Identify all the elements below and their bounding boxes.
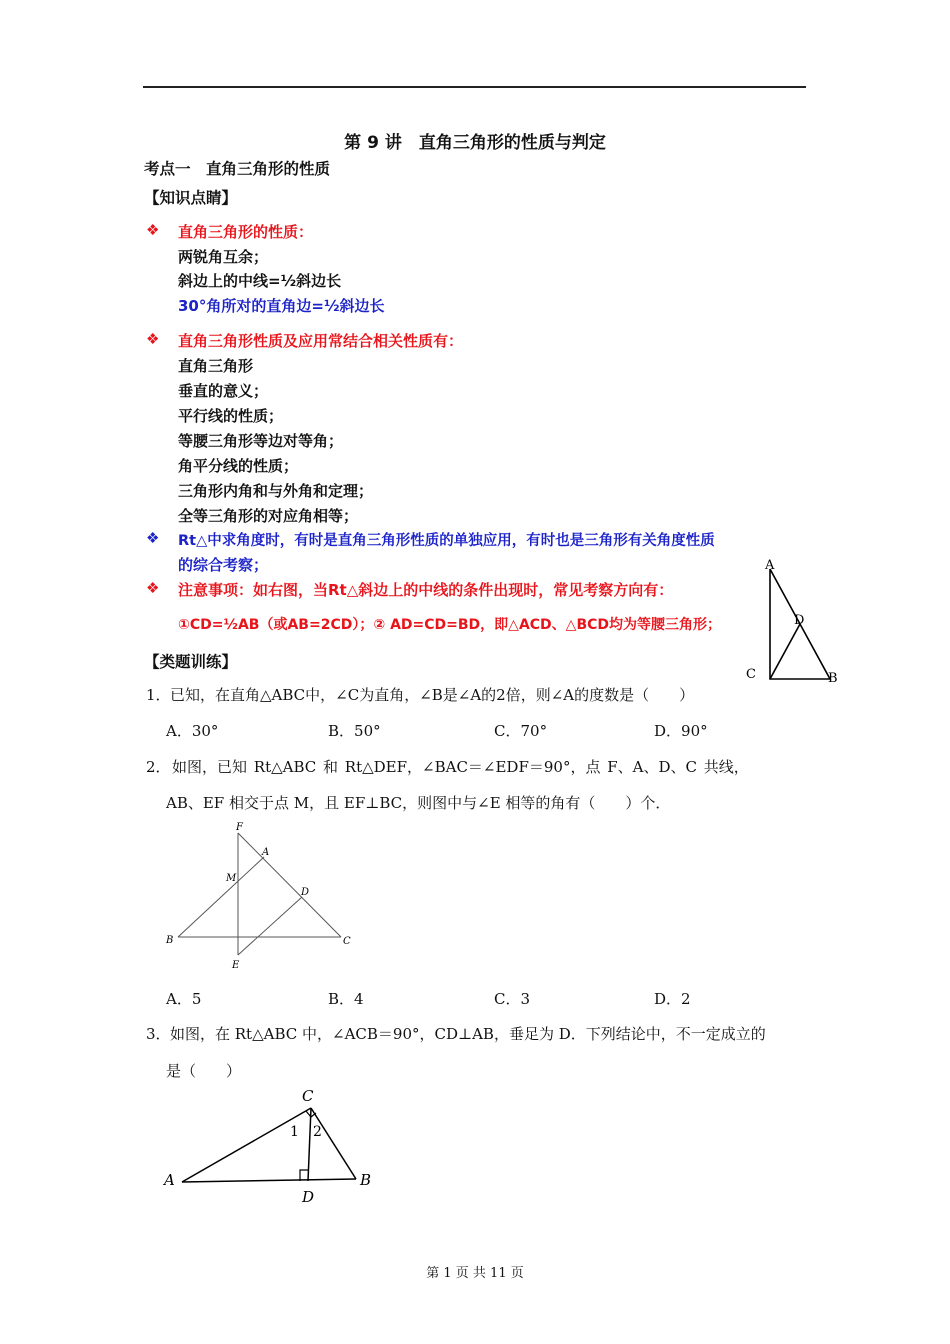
label-angle-1: 1 (290, 1124, 299, 1140)
bullet3-line: 的综合考察； (178, 556, 269, 574)
median-line (770, 624, 800, 679)
bullet2-heading: 直角三角形性质及应用常结合相关性质有： (178, 332, 464, 350)
segment-ab (182, 1179, 356, 1182)
section-heading: 考点一 直角三角形的性质 (144, 160, 331, 178)
label-a: A (164, 1171, 175, 1189)
question-number: 1． (146, 686, 171, 704)
bullet-icon: ❖ (146, 330, 160, 348)
question-text: AB、EF 相交于点 M，且 EF⊥BC，则图中与∠E 相等的角有（ ）个． (166, 794, 671, 812)
label-f: F (236, 822, 243, 833)
label-d: D (302, 1188, 315, 1206)
segment-cb (311, 1108, 356, 1179)
bullet4-line: ①CD=½AB（或AB=2CD）；② AD=CD=BD，即△ACD、△BCD均为等腰三角形； (178, 617, 722, 633)
option-a: A．5 (166, 990, 202, 1008)
bullet3-line: Rt△中求角度时，有时是直角三角形性质的单独应用，有时也是三角形有关角度性质 (178, 533, 715, 549)
label-angle-2: 2 (313, 1124, 322, 1140)
bullet1-line: 两锐角互余； (178, 248, 269, 266)
question-text: 是（ ） (166, 1062, 242, 1080)
label-b: B (166, 935, 174, 946)
option-c: C．70° (494, 722, 548, 740)
option-d: D．90° (654, 722, 708, 740)
bullet-icon: ❖ (146, 529, 160, 547)
label-e: E (232, 960, 240, 971)
bullet2-line: 垂直的意义； (178, 382, 269, 400)
bullet2-line: 等腰三角形等边对等角； (178, 432, 344, 450)
bullet2-line: 直角三角形 (178, 357, 254, 375)
label-b: B (828, 671, 838, 686)
option-c: C．3 (494, 990, 531, 1008)
label-d: D (301, 887, 310, 898)
page-footer: 第 1 页 共 11 页 (426, 1266, 524, 1281)
knowledge-heading: 【知识点睛】 (144, 189, 238, 207)
bullet2-line: 全等三角形的对应角相等； (178, 507, 359, 525)
option-b: B．50° (328, 722, 381, 740)
bullet2-line: 三角形内角和与外角和定理； (178, 482, 374, 500)
bullet1-blue-line: 30°角所对的直角边=½斜边长 (178, 297, 385, 315)
segment-ba (178, 857, 264, 937)
bullet-icon: ❖ (146, 579, 160, 597)
practice-heading: 【类题训练】 (144, 653, 238, 671)
question-text: 已知，在直角△ABC中，∠C为直角，∠B是∠A的2倍，则∠A的度数是（ ） (170, 686, 695, 704)
label-c: C (343, 936, 351, 947)
option-d: D．2 (654, 990, 691, 1008)
question-text: 如图，在 Rt△ABC 中，∠ACB＝90°，CD⊥AB，垂足为 D．下列结论中，不一定成立的 (170, 1025, 766, 1043)
question3-figure (160, 1082, 390, 1212)
page-title: 第 9 讲 直角三角形的性质与判定 (344, 133, 606, 153)
question-text: 如图，已知 Rt△ABC 和 Rt△DEF，∠BAC＝∠EDF＝90°，点 F、A、D、C 共线， (172, 758, 749, 776)
bullet1-heading: 直角三角形的性质： (178, 223, 314, 241)
label-a: A (765, 558, 775, 573)
segment-ed (238, 897, 302, 955)
option-a: A．30° (166, 722, 219, 740)
bullet4-line: 注意事项：如右图，当Rt△斜边上的中线的条件出现时，常见考察方向有： (178, 581, 674, 599)
label-c: C (746, 667, 756, 682)
label-a: A (262, 847, 270, 858)
bullet2-line: 角平分线的性质； (178, 457, 299, 475)
bullet1-line: 斜边上的中线=½斜边长 (178, 272, 342, 290)
segment-fc (238, 833, 341, 937)
question-number: 2． (146, 758, 171, 776)
label-m: M (226, 873, 237, 884)
segment-ac (182, 1108, 311, 1182)
bullet-icon: ❖ (146, 221, 160, 239)
label-b: B (360, 1171, 372, 1189)
label-c: C (302, 1087, 314, 1105)
header-rule (143, 86, 806, 88)
label-d: D (794, 613, 805, 628)
question2-figure (160, 815, 360, 975)
median-triangle-figure (735, 552, 845, 687)
option-b: B．4 (328, 990, 364, 1008)
question-number: 3． (146, 1025, 171, 1043)
bullet2-line: 平行线的性质； (178, 407, 284, 425)
